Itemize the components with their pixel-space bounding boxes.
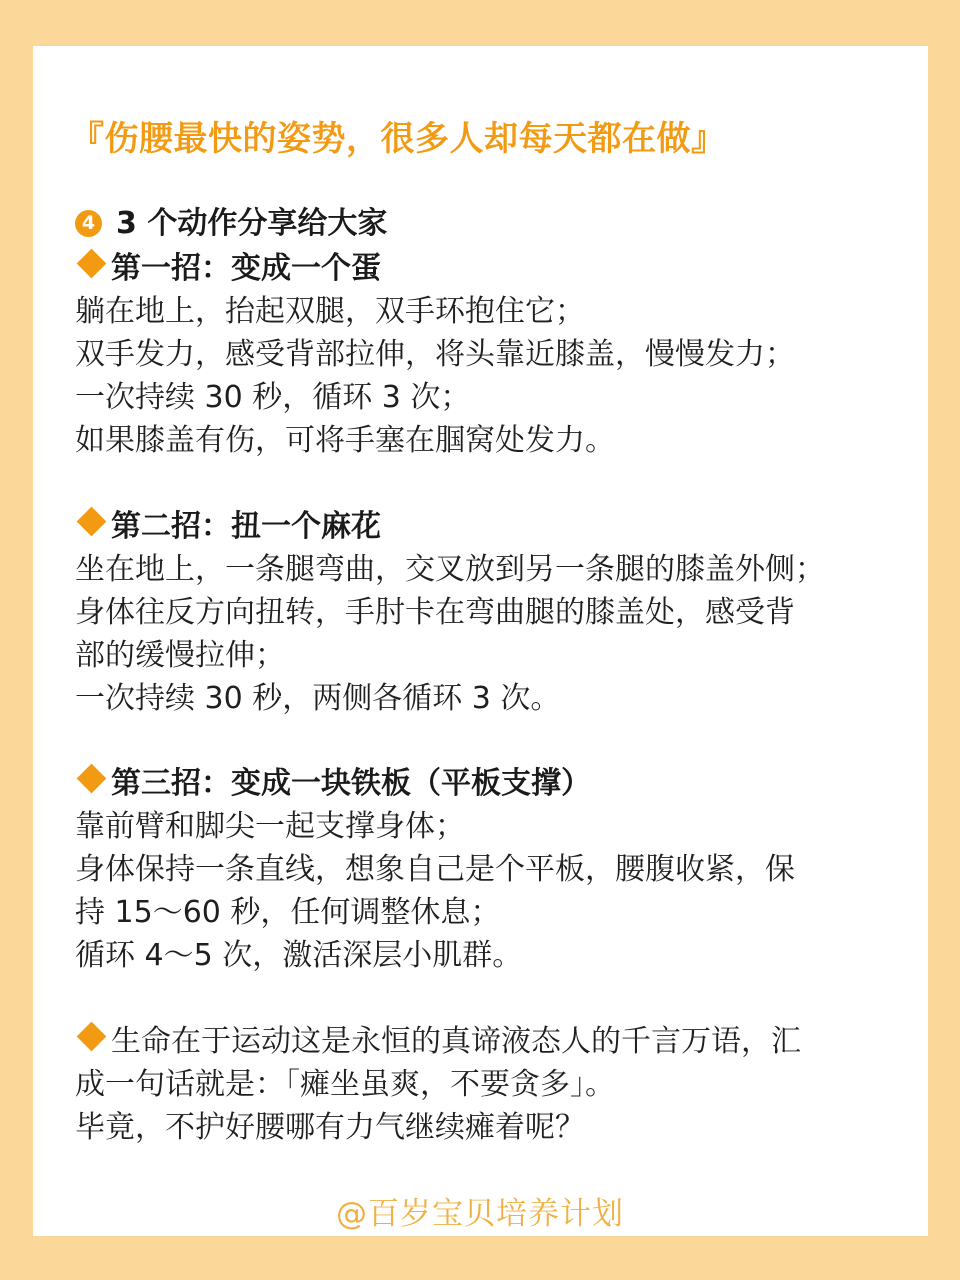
body-line: 持 15～60 秒，任何调整休息； <box>75 895 501 930</box>
body-line: 双手发力，感受背部拉伸，将头靠近膝盖，慢慢发力； <box>75 337 795 372</box>
section-closing <box>75 1020 801 1149</box>
page-title: 『伤腰最快的姿势，很多人却每天都在做』 <box>70 119 726 159</box>
body-line: 一次持续 30 秒，两侧各循环 3 次。 <box>75 681 561 716</box>
section-heading: 第二招：扭一个麻花 <box>75 505 825 548</box>
section-move-1 <box>75 247 795 462</box>
diamond-bullet-icon <box>77 249 107 279</box>
diamond-bullet-icon <box>77 764 107 794</box>
body-line: 躺在地上，抬起双腿，双手环抱住它； <box>75 294 585 329</box>
section-move-2 <box>75 505 825 720</box>
body-line: 靠前臂和脚尖一起支撑身体； <box>75 809 465 844</box>
body-line: 一次持续 30 秒，循环 3 次； <box>75 380 471 415</box>
author-handle: @百岁宝贝培养计划 <box>336 1196 624 1232</box>
body-line: 坐在地上，一条腿弯曲，交叉放到另一条腿的膝盖外侧； <box>75 552 825 587</box>
body-line: 生命在于运动这是永恒的真谛液态人的千言万语，汇 <box>75 1020 801 1063</box>
body-line: 循环 4～5 次，激活深层小肌群。 <box>75 938 523 973</box>
body-line: 成一句话就是：「瘫坐虽爽，不要贪多」。 <box>75 1067 615 1102</box>
intro-text: 3 个动作分享给大家 <box>116 206 388 241</box>
section-heading: 第三招：变成一块铁板（平板支撑） <box>75 762 795 805</box>
section-move-3 <box>75 762 795 977</box>
section-heading: 第一招：变成一个蛋 <box>75 247 795 290</box>
intro-line <box>75 202 387 245</box>
diamond-bullet-icon <box>77 507 107 537</box>
body-line: 身体往反方向扭转，手肘卡在弯曲腿的膝盖处，感受背 <box>75 595 795 630</box>
body-line: 部的缓慢拉伸； <box>75 638 285 673</box>
body-line: 如果膝盖有伤，可将手塞在腘窝处发力。 <box>75 423 615 458</box>
body-line: 毕竟，不护好腰哪有力气继续瘫着呢？ <box>75 1110 585 1145</box>
diamond-bullet-icon <box>77 1022 107 1052</box>
number-four-badge-icon: 4 <box>75 210 102 237</box>
body-line: 身体保持一条直线，想象自己是个平板，腰腹收紧，保 <box>75 852 795 887</box>
